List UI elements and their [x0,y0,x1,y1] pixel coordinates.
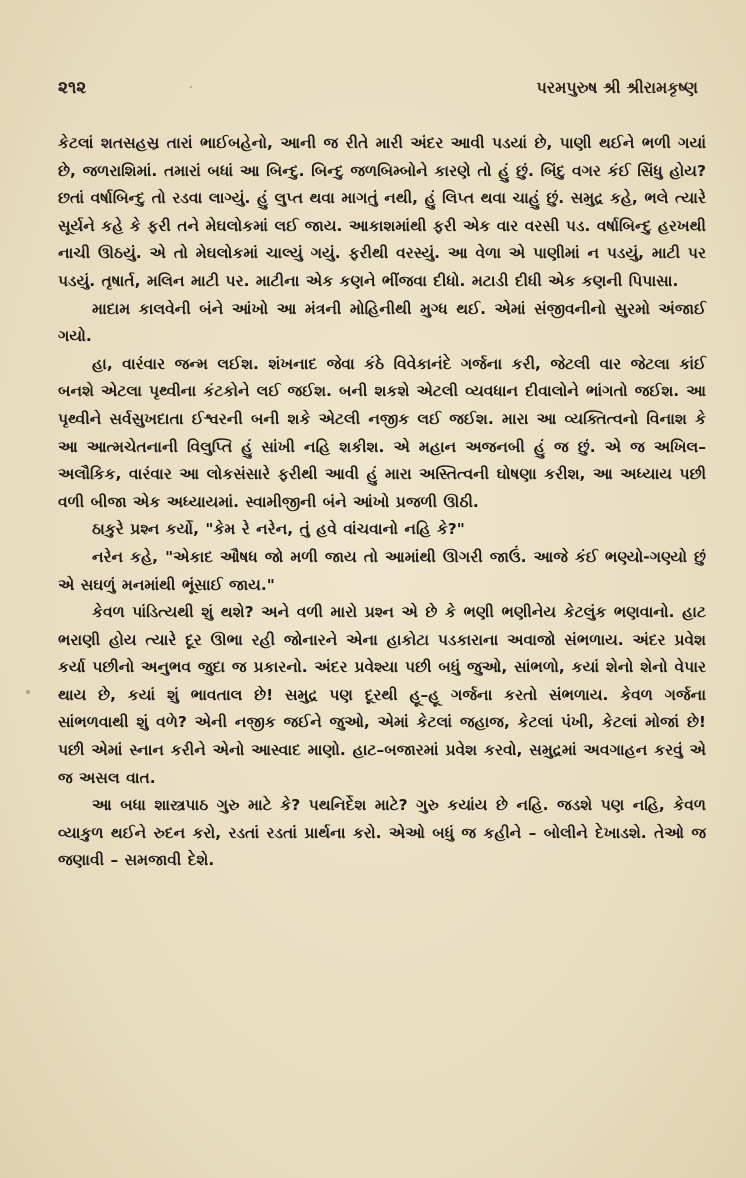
paragraph: કેવળ પાંડિત્યથી શું થશે? અને વળી મારો પ્રશ્ન એ છે કે ભણી ભણીનેય કેટલુંક ભણવાનો. હાટ ભરાણી હોય ત્યારે દૂર ઊભા રહી જોનારને એના હાકોટા પડકારાના અવાજો સંભળાય. અંદર પ્રવેશ કર્યા પછીનો અનુભવ જુદા જ પ્રકારનો. અંદર પ્રવેશ્યા પછી બધું જુઓ, સાંભળો, કયાં શેનો શેનો વેપાર થાય છે, કયાં શું ભાવતાલ છે! સમુદ્ર પણ દૂરથી હૂ–હૂ ગર્જના કરતો સંભળાય. કેવળ ગર્જના સાંભળવાથી શું વળે? એની નજીક જઈને જુઓ, એમાં કેટલાં જહાજ, કેટલાં પંખી, કેટલાં મોજાં છે! પછી એમાં સ્નાન કરીને એનો આસ્વાદ માણો. હાટ–બજારમાં પ્રવેશ કરવો, સમુદ્રમાં અવગાહન કરવું એ જ અસલ વાત. [58,603,706,787]
paper-speck [26,690,30,694]
paragraph: ઠાકુરે પ્રશ્ન કર્યો, "કેમ રે નરેન, તું હવે વાંચવાનો નહિ કે?" [92,520,465,539]
paragraph: આ બધા શાસ્ત્રપાઠ ગુરુ માટે કે? પથનિર્દેશ માટે? ગુરુ કયાંય છે નહિ. જડશે પણ નહિ, કેવળ વ્યાકુળ થઈને રુદન કરો, રડતાં રડતાં પ્રાર્થના કરો. એઓ બધું જ કહીને – બોલીને દેખાડશે. તેઓ જ જણાવી – સમજાવી દેશે. [58,796,706,870]
paper-speck [190,86,192,88]
body-text [58,130,706,875]
page-number: ૨૧૨ [58,78,87,98]
running-head: પરમપુરુષ શ્રી શ્રીરામકૃષ્ણ [536,78,698,97]
paragraph: કેટલાં શતસહસ્ર તારાં ભાઈબહેનો, આની જ રીતે મારી અંદર આવી પડયાં છે, પાણી થઈને ભળી ગયાં છે, જળરાશિમાં. તમારાં બધાં આ બિન્દુ. બિન્દુ જળબિમ્બોને કારણે તો હું છું. બિંદુ વગર કંઈ સિંધુ હોય? છતાં વર્ષાબિન્દુ તો રડવા લાગ્યું. હું લુપ્ત થવા માગતું નથી, હું લિપ્ત થવા ચાહું છું. સમુદ્ર કહે, ભલે ત્યારે સૂર્યને કહે કે ફરી તને મેઘલોકમાં લઈ જાય. આકાશમાંથી ફરી એક વાર વરસી પડ. વર્ષાબિન્દુ હરખથી નાચી ઊઠયું. એ તો મેઘલોકમાં ચાલ્યું ગયું. ફરીથી વરસ્યું. આ વેળા એ પાણીમાં ન પડયું, માટી પર પડયું. તૃષાર્ત, મલિન માટી પર. માટીના એક કણને ભીંજવા દીધો. મટાડી દીધી એક કણની પિપાસા. [58,134,706,290]
paragraph: નરેન કહે, "એકાદ ઔષધ જો મળી જાય તો આમાંથી ઊગરી જાઉં. આજે કંઈ ભણ્યો-ગણ્યો છું એ સઘળું મનમાંથી ભૂંસાઈ જાય." [58,547,706,594]
paragraph: માદામ કાલવેની બંને આંખો આ મંત્રની મોહિનીથી મુગ્ધ થઈ. એમાં સંજીવનીનો સુરમો અંજાઈ ગયો. [58,299,706,346]
paragraph: હા, વારંવાર જન્મ લઈશ. શંખનાદ જેવા કંઠે વિવેકાનંદે ગર્જના કરી, જેટલી વાર જેટલા કાંઈ બનશે એટલા પૃથ્વીના કંટકોને લઈ જઈશ. બની શકશે એટલી વ્યવધાન દીવાલોને ભાંગતો જઈશ. આ પૃથ્વીને સર્વસુખદાતા ઈશ્વરની બની શકે એટલી નજીક લઈ જઈશ. મારા આ વ્યક્તિત્વનો વિનાશ કે આ આત્મચેતનાની વિલુપ્તિ હું સાંખી નહિ શકીશ. એ મહાન અજનબી હું જ છું. એ જ અખિલ–અલૌકિક, વારંવાર આ લોકસંસારે ફરીથી આવી હું મારા અસ્તિત્વની ઘોષણા કરીશ, આ અધ્યાય પછી વળી બીજા એક અધ્યાયમાં. સ્વામીજીની બંને આંખો પ્રજળી ઊઠી. [58,354,706,511]
page-header [58,78,706,102]
